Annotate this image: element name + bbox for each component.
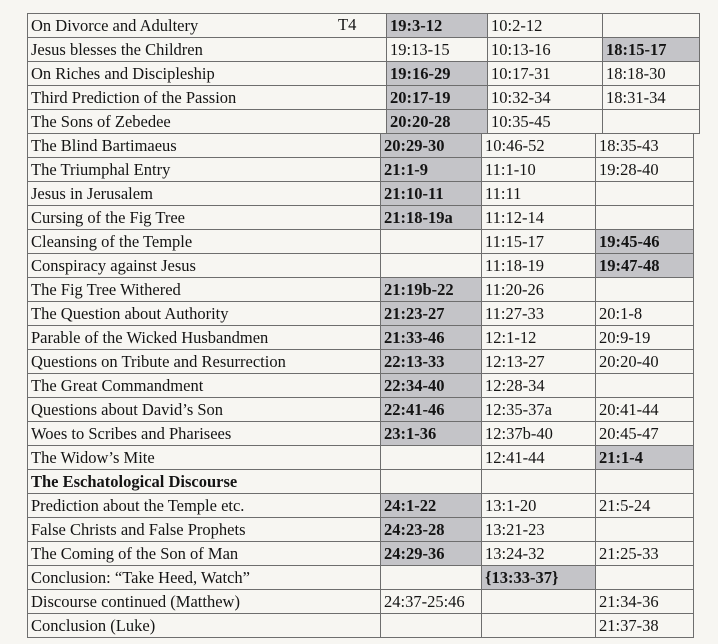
mark-ref: 12:28-34 xyxy=(482,374,596,398)
matthew-ref xyxy=(381,614,482,638)
pericope-title: False Christs and False Prophets xyxy=(28,518,381,542)
pericope-title: The Widow’s Mite xyxy=(28,446,381,470)
luke-ref xyxy=(596,182,694,206)
pericope-title-text: Jesus blesses the Children xyxy=(31,39,203,59)
matthew-ref: 19:16-29 xyxy=(387,62,488,86)
synopsis-table-main xyxy=(27,133,694,638)
table-row xyxy=(28,14,700,38)
mark-ref: 10:13-16 xyxy=(488,38,603,62)
pericope-title: The Blind Bartimaeus xyxy=(28,134,381,158)
pericope-title-text: On Riches and Discipleship xyxy=(31,63,215,83)
pericope-title xyxy=(28,62,387,86)
luke-ref xyxy=(596,470,694,494)
luke-ref xyxy=(596,278,694,302)
pericope-title: The Coming of the Son of Man xyxy=(28,542,381,566)
mark-ref: 11:27-33 xyxy=(482,302,596,326)
pericope-title-text: On Divorce and Adultery xyxy=(31,15,199,35)
mark-ref: 12:1-12 xyxy=(482,326,596,350)
luke-ref: 21:25-33 xyxy=(596,542,694,566)
pericope-title: Cursing of the Fig Tree xyxy=(28,206,381,230)
pericope-title-text: Third Prediction of the Passion xyxy=(31,87,237,107)
mark-ref: 10:46-52 xyxy=(482,134,596,158)
matthew-ref xyxy=(381,230,482,254)
luke-ref: 19:28-40 xyxy=(596,158,694,182)
matthew-ref: 21:10-11 xyxy=(381,182,482,206)
table-row xyxy=(28,326,694,350)
matthew-ref xyxy=(381,566,482,590)
table-row xyxy=(28,110,700,134)
mark-ref: 12:37b-40 xyxy=(482,422,596,446)
luke-ref: 19:47-48 xyxy=(596,254,694,278)
luke-ref: 18:15-17 xyxy=(603,38,700,62)
matthew-ref: 24:29-36 xyxy=(381,542,482,566)
matthew-ref: 24:23-28 xyxy=(381,518,482,542)
matthew-ref: 21:18-19a xyxy=(381,206,482,230)
mark-ref: 12:41-44 xyxy=(482,446,596,470)
matthew-ref xyxy=(381,446,482,470)
mark-ref xyxy=(482,590,596,614)
table-row xyxy=(28,494,694,518)
table-row xyxy=(28,542,694,566)
pericope-title: Conspiracy against Jesus xyxy=(28,254,381,278)
mark-ref: 12:35-37a xyxy=(482,398,596,422)
synopsis-table-top xyxy=(27,13,700,134)
matthew-ref: 20:29-30 xyxy=(381,134,482,158)
section-heading: The Eschatological Discourse xyxy=(28,470,381,494)
pericope-title xyxy=(28,110,387,134)
section-heading-row xyxy=(28,470,694,494)
pericope-title xyxy=(28,38,387,62)
pericope-title: Jesus in Jerusalem xyxy=(28,182,381,206)
pericope-title xyxy=(28,86,387,110)
pericope-title: Parable of the Wicked Husbandmen xyxy=(28,326,381,350)
luke-ref xyxy=(603,110,700,134)
mark-ref: 11:20-26 xyxy=(482,278,596,302)
table-row xyxy=(28,302,694,326)
mark-ref: 11:1-10 xyxy=(482,158,596,182)
pericope-title xyxy=(28,14,387,38)
matthew-ref: 24:1-22 xyxy=(381,494,482,518)
pericope-title: Cleansing of the Temple xyxy=(28,230,381,254)
table-row xyxy=(28,86,700,110)
pericope-title: The Great Commandment xyxy=(28,374,381,398)
pericope-title: The Triumphal Entry xyxy=(28,158,381,182)
matthew-ref xyxy=(381,254,482,278)
table-row xyxy=(28,38,700,62)
mark-ref: {13:33-37} xyxy=(482,566,596,590)
pericope-title: Prediction about the Temple etc. xyxy=(28,494,381,518)
luke-ref xyxy=(596,374,694,398)
luke-ref: 18:35-43 xyxy=(596,134,694,158)
table-row xyxy=(28,62,700,86)
mark-ref xyxy=(482,470,596,494)
luke-ref xyxy=(596,206,694,230)
matthew-ref: 23:1-36 xyxy=(381,422,482,446)
pericope-title-text: The Sons of Zebedee xyxy=(31,111,171,131)
pericope-title: Woes to Scribes and Pharisees xyxy=(28,422,381,446)
matthew-ref: 21:23-27 xyxy=(381,302,482,326)
table-row xyxy=(28,398,694,422)
matthew-ref: 21:19b-22 xyxy=(381,278,482,302)
mark-ref: 13:1-20 xyxy=(482,494,596,518)
matthew-ref: 21:1-9 xyxy=(381,158,482,182)
mark-ref: 10:2-12 xyxy=(488,14,603,38)
pericope-title: Questions on Tribute and Resurrection xyxy=(28,350,381,374)
luke-ref xyxy=(603,14,700,38)
luke-ref: 18:18-30 xyxy=(603,62,700,86)
luke-ref: 21:34-36 xyxy=(596,590,694,614)
luke-ref: 18:31-34 xyxy=(603,86,700,110)
pericope-title: Questions about David’s Son xyxy=(28,398,381,422)
table-row xyxy=(28,206,694,230)
table-row xyxy=(28,446,694,470)
table-row xyxy=(28,254,694,278)
table-row xyxy=(28,518,694,542)
luke-ref: 20:45-47 xyxy=(596,422,694,446)
matthew-ref: 20:17-19 xyxy=(387,86,488,110)
luke-ref: 21:1-4 xyxy=(596,446,694,470)
luke-ref: 21:5-24 xyxy=(596,494,694,518)
mark-ref xyxy=(482,614,596,638)
table-row xyxy=(28,614,694,638)
pericope-title: Conclusion (Luke) xyxy=(28,614,381,638)
mark-ref: 11:12-14 xyxy=(482,206,596,230)
pericope-title: The Fig Tree Withered xyxy=(28,278,381,302)
matthew-ref: 24:37-25:46 xyxy=(381,590,482,614)
table-row xyxy=(28,350,694,374)
pericope-title: Discourse continued (Matthew) xyxy=(28,590,381,614)
luke-ref: 21:37-38 xyxy=(596,614,694,638)
table-row xyxy=(28,230,694,254)
pericope-title: The Question about Authority xyxy=(28,302,381,326)
luke-ref xyxy=(596,518,694,542)
matthew-ref: 22:13-33 xyxy=(381,350,482,374)
matthew-ref xyxy=(381,470,482,494)
matthew-ref: 19:3-12 xyxy=(387,14,488,38)
table-row xyxy=(28,278,694,302)
matthew-ref: 19:13-15 xyxy=(387,38,488,62)
matthew-ref: 21:33-46 xyxy=(381,326,482,350)
mark-ref: 10:32-34 xyxy=(488,86,603,110)
table-row xyxy=(28,374,694,398)
pericope-title: Conclusion: “Take Heed, Watch” xyxy=(28,566,381,590)
luke-ref: 20:20-40 xyxy=(596,350,694,374)
mark-ref: 12:13-27 xyxy=(482,350,596,374)
mark-ref: 11:11 xyxy=(482,182,596,206)
matthew-ref: 22:34-40 xyxy=(381,374,482,398)
mark-ref: 13:24-32 xyxy=(482,542,596,566)
mark-ref: 11:15-17 xyxy=(482,230,596,254)
table-row xyxy=(28,422,694,446)
table-row xyxy=(28,566,694,590)
table-row xyxy=(28,158,694,182)
section-tag: T4 xyxy=(338,15,357,34)
luke-ref: 19:45-46 xyxy=(596,230,694,254)
table-row xyxy=(28,134,694,158)
table-row xyxy=(28,182,694,206)
luke-ref: 20:9-19 xyxy=(596,326,694,350)
mark-ref: 13:21-23 xyxy=(482,518,596,542)
mark-ref: 10:17-31 xyxy=(488,62,603,86)
matthew-ref: 20:20-28 xyxy=(387,110,488,134)
luke-ref xyxy=(596,566,694,590)
mark-ref: 11:18-19 xyxy=(482,254,596,278)
matthew-ref: 22:41-46 xyxy=(381,398,482,422)
luke-ref: 20:1-8 xyxy=(596,302,694,326)
luke-ref: 20:41-44 xyxy=(596,398,694,422)
mark-ref: 10:35-45 xyxy=(488,110,603,134)
table-row xyxy=(28,590,694,614)
